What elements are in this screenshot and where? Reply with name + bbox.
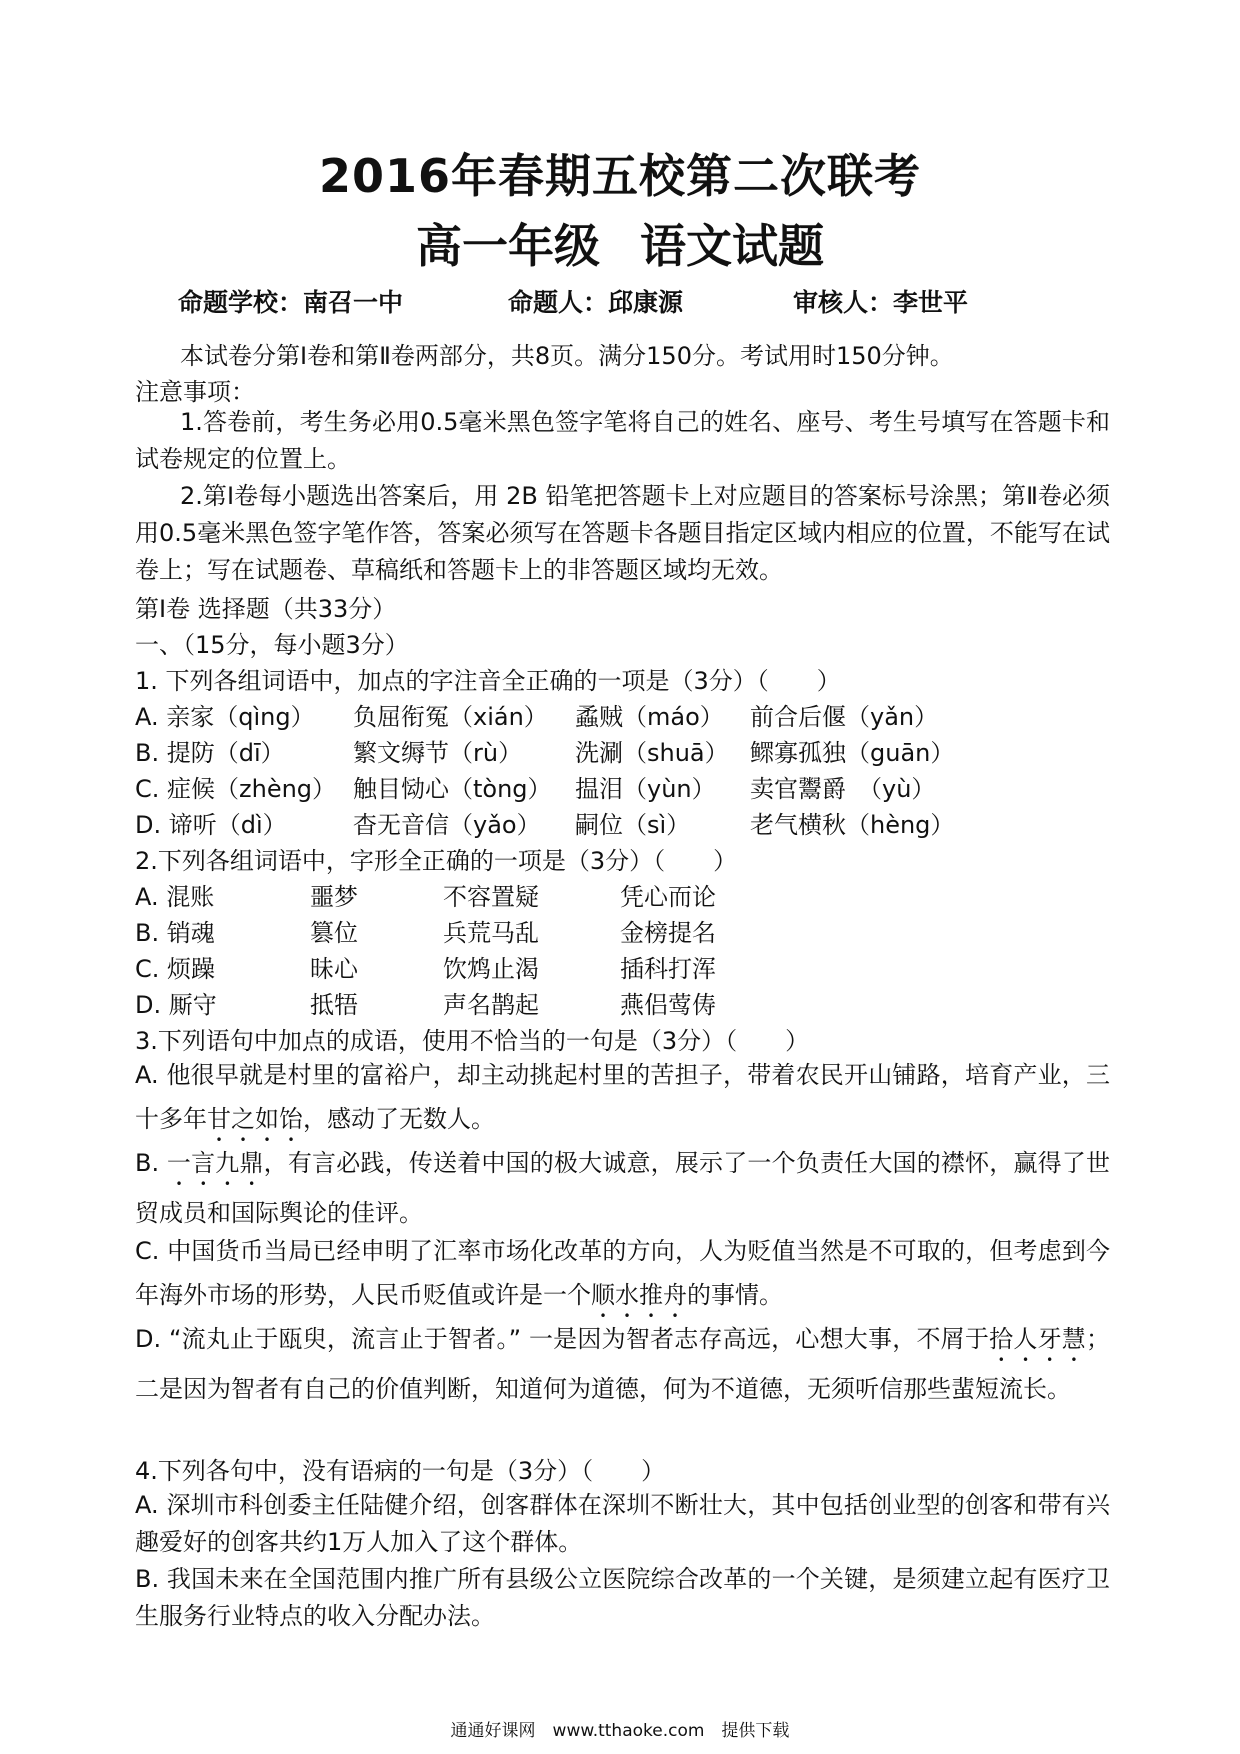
part1-title: 第Ⅰ卷 选择题（共33分） — [135, 595, 397, 623]
reviewer-info: 审核人：李世平 — [793, 288, 969, 317]
q1-option-c-item: 卖官鬻爵 （yù） — [750, 775, 936, 803]
q3-option-d-idiom: 拾人牙慧 — [989, 1325, 1087, 1353]
q3-option-b-idiom: 一言九鼎 — [166, 1149, 264, 1177]
grade-label: 高一年级 — [416, 219, 600, 273]
q3-option-d — [135, 1317, 1110, 1411]
q4-option-a: A. 深圳市科创委主任陆健介绍，创客群体在深圳不断壮大，其中包括创业型的创客和带有兴趣爱好的创客共约1万人加入了这个群体。 — [135, 1491, 1110, 1556]
q2-option-d-item: 燕侣莺俦 — [620, 991, 716, 1019]
q1-option-a-item: 前合后偃（yǎn） — [750, 703, 939, 731]
subject-label: 语文试题 — [640, 219, 824, 273]
q4-option-b: B. 我国未来在全国范围内推广所有县级公立医院综合改革的一个关键，是须建立起有医疗卫生服务行业特点的收入分配办法。 — [135, 1565, 1110, 1630]
exam-title: 2016年春期五校第二次联考 — [318, 149, 922, 203]
question-1-stem: 1. 下列各组词语中，加点的字注音全正确的一项是（3分）（ ） — [135, 667, 841, 695]
q2-option-a-item: 凭心而论 — [620, 883, 716, 911]
q1-option-a-item: 蟊贼（máo） — [575, 703, 724, 731]
q1-option-c-item: 揾泪（yùn） — [575, 775, 716, 803]
q2-option-a-item: A. 混账 — [135, 883, 215, 911]
q2-option-b-item: 兵荒马乱 — [443, 919, 539, 947]
exam-subtitle — [0, 210, 1240, 276]
q1-option-d-item: D. 谛听（dì） — [135, 811, 287, 839]
notice-item-1: 1.答卷前，考生务必用0.5毫米黑色签字笔将自己的姓名、座号、考生号填写在答题卡和试卷规定的位置上。 — [135, 408, 1110, 473]
q1-option-a-item: 负屈衔冤（xián） — [353, 703, 548, 731]
q3-option-c-text: C. 中国货币当局已经申明了汇率市场化改革的方向，人为贬值当然是不可取的，但考虑到今年海外市场的形势，人民币贬值或许是一个 — [135, 1237, 1110, 1309]
q3-option-c-idiom: 顺水推舟 — [591, 1281, 687, 1309]
q3-option-a-text: A. 他很早就是村里的富裕户，却主动挑起村里的苦担子，带着农民开山铺路，培育产业，三十多年 — [135, 1061, 1110, 1133]
notice-title: 注意事项： — [135, 378, 255, 406]
q2-option-a-item: 噩梦 — [310, 883, 358, 911]
q1-option-d-item: 嗣位（sì） — [575, 811, 691, 839]
q2-option-c-item: C. 烦躁 — [135, 955, 216, 983]
q1-option-c-item: C. 症候（zhèng） — [135, 775, 337, 803]
q2-option-a-item: 不容置疑 — [443, 883, 539, 911]
school-info: 命题学校：南召一中 — [178, 288, 404, 317]
question-3-stem: 3.下列语句中加点的成语，使用不恰当的一句是（3分）（ ） — [135, 1027, 810, 1055]
q3-option-a-idiom: 甘之如饴 — [207, 1105, 303, 1133]
q2-option-c-item: 昧心 — [310, 955, 358, 983]
notice-item-2: 2.第Ⅰ卷每小题选出答案后，用 2B 铅笔把答题卡上对应题目的答案标号涂黑；第Ⅱ卷必须用0.5毫米黑色签字笔作答，答案必须写在答题卡各题目指定区域内相应的位置，不能写在试卷上；写在试题卷、草稿纸和答题卡上的非答题区域均无效。 — [135, 482, 1110, 584]
q3-option-c-text-end: 的事情。 — [687, 1281, 783, 1309]
q1-option-c-item: 触目恸心（tòng） — [353, 775, 552, 803]
q3-option-b — [135, 1141, 1110, 1235]
q3-option-d-text: D. “流丸止于瓯臾，流言止于智者。” 一是因为智者志存高远，心想大事，不屑于 — [135, 1325, 990, 1353]
question-4-stem: 4.下列各句中，没有语病的一句是（3分）（ ） — [135, 1457, 666, 1485]
q2-option-c-item: 插科打浑 — [620, 955, 716, 983]
q2-option-b-item: 金榜提名 — [620, 919, 716, 947]
q3-option-d-text-end: ；二是因为智者有自己的价值判断，知道何为道德，何为不道德，无须听信那些蜚短流长。 — [135, 1325, 1111, 1403]
section1-title: 一、（15分，每小题3分） — [135, 631, 409, 659]
q3-option-b-text: B. — [135, 1149, 167, 1177]
author-info: 命题人：邱康源 — [508, 288, 684, 317]
q1-option-b-item: 洗涮（shuā） — [575, 739, 729, 767]
q3-option-a-text-end: ，感动了无数人。 — [303, 1105, 495, 1133]
q1-option-d-item: 杳无音信（yǎo） — [353, 811, 541, 839]
q2-option-d-item: 抵牾 — [310, 991, 358, 1019]
question-2-stem: 2.下列各组词语中，字形全正确的一项是（3分）（ ） — [135, 847, 738, 875]
q2-option-b-item: B. 销魂 — [135, 919, 215, 947]
q2-option-d-item: 声名鹊起 — [443, 991, 539, 1019]
q1-option-b-item: 鳏寡孤独（guān） — [750, 739, 955, 767]
q3-option-c — [135, 1229, 1110, 1323]
q1-option-b-item: 繁文缛节（rù） — [353, 739, 523, 767]
q3-option-b-text-end: ，有言必践，传送着中国的极大诚意，展示了一个负责任大国的襟怀，赢得了世贸成员和国际舆论的佳评。 — [135, 1149, 1111, 1227]
q2-option-c-item: 饮鸩止渴 — [443, 955, 539, 983]
q2-option-b-item: 篡位 — [310, 919, 358, 947]
q1-option-a-item: A. 亲家（qìng） — [135, 703, 315, 731]
q3-option-a — [135, 1053, 1110, 1147]
exam-intro: 本试卷分第Ⅰ卷和第Ⅱ卷两部分，共8页。满分150分。考试用时150分钟。 — [180, 342, 954, 370]
q1-option-b-item: B. 提防（dī） — [135, 739, 285, 767]
q2-option-d-item: D. 厮守 — [135, 991, 217, 1019]
q1-option-d-item: 老气横秋（hèng） — [750, 811, 955, 839]
page-footer: 通通好课网 www.tthaoke.com 提供下载 — [450, 1721, 790, 1741]
